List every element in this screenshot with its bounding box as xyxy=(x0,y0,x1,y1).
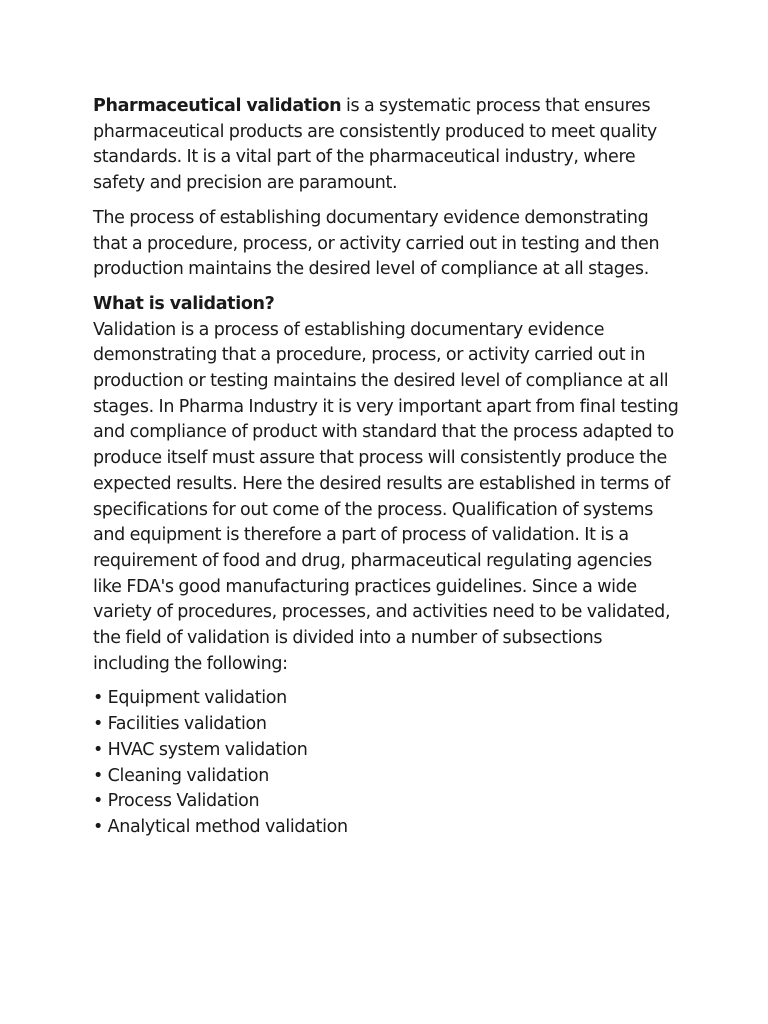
process-paragraph: The process of establishing documentary evidence demonstrating that a procedure, process, or activity carried out in testing and then production maintains the desired level of compliance at all stages. xyxy=(93,207,660,280)
section-heading: What is validation? xyxy=(93,293,275,314)
list-item: • Facilities validation xyxy=(93,714,267,735)
document-page xyxy=(93,94,681,841)
list-item: • Process Validation xyxy=(93,791,260,812)
list-item: • HVAC system validation xyxy=(93,739,308,760)
validation-section xyxy=(93,292,681,678)
validation-types-list xyxy=(93,686,681,840)
intro-bold-term: Pharmaceutical validation xyxy=(93,96,342,116)
intro-text: is a systematic process that ensures pharmaceutical products are consistently produced to meet quality standards. It is a vital part of the pharmaceutical industry, where safety and precision are paramount. xyxy=(93,96,657,194)
list-item: • Analytical method validation xyxy=(93,816,348,837)
intro-paragraph xyxy=(93,94,681,197)
section-body: Validation is a process of establishing documentary evidence demonstrating that a procedure, process, or activity carried out in production or testing maintains the desired level of compliance at all stages. In Pharma Industry it is very important apart from final testing and compliance of product with standard that the process adapted to produce itself must assure that process will consistently produce the expected results. Here the desired results are established in terms of specifications for out come of the process. Qualification of systems and equipment is therefore a part of process of validation. It is a requirement of food and drug, pharmaceutical regulating agencies like FDA's good manufacturing practices guidelines. Since a wide variety of procedures, processes, and activities need to be validated, the field of validation is divided into a number of subsections including the following: xyxy=(93,319,679,674)
list-item: • Cleaning validation xyxy=(93,765,269,786)
list-item: • Equipment validation xyxy=(93,688,287,709)
